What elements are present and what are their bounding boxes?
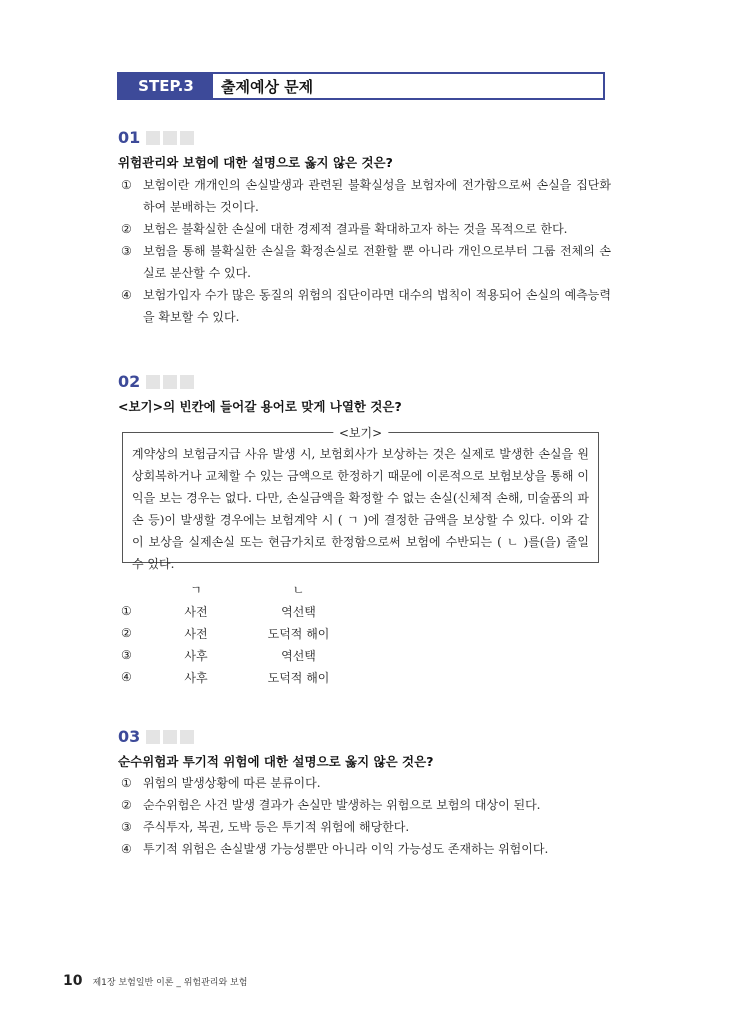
table-row: ① 사전 역선택 — [121, 604, 316, 619]
option: ④ 투기적 위험은 손실발생 가능성뿐만 아니라 이익 가능성도 존재하는 위험이다. — [121, 842, 549, 856]
section-header — [117, 72, 605, 100]
example-box-text: 계약상의 보험금지급 사유 발생 시, 보험회사가 보상하는 것은 실제로 발생한 손실을 원상회복하거나 교체할 수 있는 금액으로 한정하기 때문에 이론적으로 보험보상을 통해 이익을 보는 경우는 없다. 다만, 손실금액을 확정할 수 없는 손실(신체적 손해, 미술품의 파손 등)이 발생할 경우에는 보험계약 시 ( ㄱ )에 결정한 금액을 보상할 수 있다. 이와 같이 보상을 실제손실 또는 현금가치로 한정함으로써 보험에 수반되는 ( ㄴ )를(을) 줄일 수 있다. — [132, 447, 589, 571]
check-box — [146, 730, 160, 744]
option: ① 위험의 발생상황에 따른 분류이다. — [121, 776, 321, 790]
column-header: ㄴ — [292, 582, 305, 597]
example-box-label: <보기> — [333, 424, 388, 441]
check-box — [146, 131, 160, 145]
column-header: ㄱ — [190, 582, 202, 597]
option: ② 순수위험은 사건 발생 결과가 손실만 발생하는 위험으로 보험의 대상이 된다. — [121, 798, 541, 812]
check-box — [146, 375, 160, 389]
question-text-1: 위험관리와 보험에 대한 설명으로 옳지 않은 것은? — [118, 155, 393, 170]
check-box — [163, 375, 177, 389]
check-box — [163, 730, 177, 744]
question-text-2: <보기>의 빈칸에 들어갈 용어로 맞게 나열한 것은? — [118, 399, 402, 414]
page-footer — [63, 973, 247, 989]
question-number: 02 — [118, 372, 141, 391]
check-box — [180, 730, 194, 744]
option: ① 보험이란 개개인의 손실발생과 관련된 불확실성을 보험자에 전가함으로써 손실을 집단화하여 분배하는 것이다. — [121, 178, 611, 214]
table-row: ② 사전 도덕적 해이 — [121, 626, 330, 641]
option: ③ 보험을 통해 불확실한 손실을 확정손실로 전환할 뿐 아니라 개인으로부터 그룹 전체의 손실로 분산할 수 있다. — [121, 244, 611, 280]
step-label: STEP.3 — [119, 74, 213, 98]
table-header-row — [121, 578, 366, 600]
question-number-3 — [118, 727, 197, 746]
option: ④ 보험가입자 수가 많은 동질의 위험의 집단이라면 대수의 법칙이 적용되어 손실의 예측능력을 확보할 수 있다. — [121, 288, 611, 324]
options-q1 — [121, 174, 611, 328]
check-box — [180, 131, 194, 145]
example-box — [122, 426, 599, 571]
section-title: 출제예상 문제 — [221, 77, 314, 96]
question-text-3: 순수위험과 투기적 위험에 대한 설명으로 옳지 않은 것은? — [118, 754, 434, 769]
answer-table — [121, 578, 366, 688]
check-box — [180, 375, 194, 389]
table-row: ④ 사후 도덕적 해이 — [121, 670, 330, 685]
question-number: 01 — [118, 128, 141, 147]
question-number: 03 — [118, 727, 141, 746]
table-row: ③ 사후 역선택 — [121, 648, 316, 663]
page-number: 10 — [63, 973, 83, 989]
check-box — [163, 131, 177, 145]
option: ③ 주식투자, 복권, 도박 등은 투기적 위험에 해당한다. — [121, 820, 410, 834]
chapter-title: 제1장 보험일반 이론 _ 위험관리와 보험 — [92, 978, 248, 988]
question-number-1 — [118, 128, 197, 147]
options-q3 — [121, 772, 611, 860]
question-number-2 — [118, 372, 197, 391]
option: ② 보험은 불확실한 손실에 대한 경제적 결과를 확대하고자 하는 것을 목적으로 한다. — [121, 222, 568, 236]
